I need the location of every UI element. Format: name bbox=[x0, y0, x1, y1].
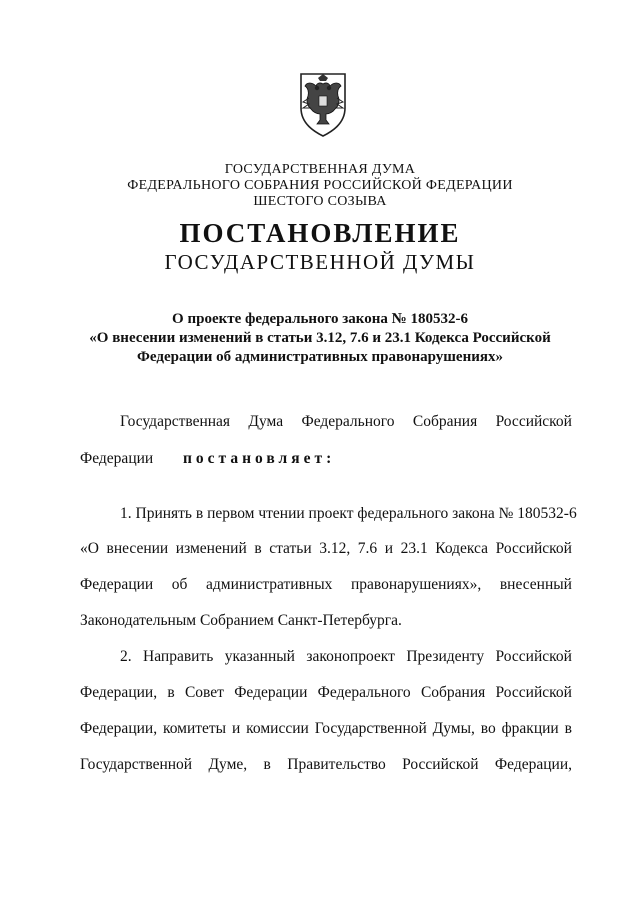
item1-line-3 bbox=[80, 576, 572, 594]
header-line-1: ГОСУДАРСТВЕННАЯ ДУМА bbox=[224, 162, 416, 177]
item2-word: Федерации, bbox=[80, 684, 158, 701]
preamble-line-1 bbox=[120, 413, 572, 431]
preamble-federation: Федерации bbox=[80, 450, 154, 467]
preamble-word: Федерального bbox=[301, 413, 395, 430]
item2-word: Государственной bbox=[314, 720, 427, 737]
item2-word: Собрания bbox=[420, 684, 486, 701]
coat-of-arms-icon bbox=[293, 68, 353, 138]
item2-word: Федерации, bbox=[80, 720, 158, 737]
item1-word: Федерации bbox=[80, 576, 154, 593]
item2-word: во bbox=[480, 720, 496, 737]
item2-word: Думы, bbox=[432, 720, 475, 737]
item2-word: Думе, bbox=[208, 756, 248, 773]
item1-line-4: Законодательным Собранием Санкт-Петербурга. bbox=[80, 612, 402, 629]
item2-word: Президенту bbox=[406, 648, 485, 665]
item2-word: комитеты bbox=[162, 720, 227, 737]
item1-line-2 bbox=[80, 540, 572, 558]
item2-line-1 bbox=[120, 648, 572, 666]
header-line-2: ФЕДЕРАЛЬНОГО СОБРАНИЯ РОССИЙСКОЙ ФЕДЕРАЦИИ bbox=[127, 178, 513, 193]
item1-word: внесенный bbox=[499, 576, 572, 593]
item2-line-4 bbox=[80, 756, 572, 774]
subject-line-2: «О внесении изменений в статьи 3.12, 7.6 и 23.1 Кодекса Российской bbox=[89, 330, 551, 346]
document-subtitle: ГОСУДАРСТВЕННОЙ ДУМЫ bbox=[164, 250, 476, 274]
subject-line-1: О проекте федерального закона № 180532-6 bbox=[172, 311, 468, 327]
item1-word: изменений bbox=[175, 540, 247, 557]
item1-word: административных bbox=[206, 576, 333, 593]
item2-word: Федерального bbox=[317, 684, 411, 701]
item1-word: об bbox=[171, 576, 188, 593]
item2-word: Российской bbox=[495, 648, 572, 665]
preamble-verb: постановляет: bbox=[182, 450, 336, 467]
preamble-word: Дума bbox=[248, 413, 284, 430]
item1-word: в bbox=[254, 540, 262, 557]
item2-word: Российской bbox=[495, 684, 572, 701]
item1-word: 23.1 bbox=[400, 540, 428, 557]
item2-word: Федерации bbox=[234, 684, 308, 701]
preamble-word: Собрания bbox=[412, 413, 478, 430]
item2-word: Правительство bbox=[287, 756, 386, 773]
item2-word: Направить bbox=[143, 648, 214, 665]
item1-word: «О bbox=[80, 540, 99, 557]
item2-word: Совет bbox=[184, 684, 224, 701]
item2-word: в bbox=[564, 720, 572, 737]
item1-word: Российской bbox=[495, 540, 572, 557]
document-title: ПОСТАНОВЛЕНИЕ bbox=[179, 218, 461, 248]
item1-word: Кодекса bbox=[435, 540, 489, 557]
item2-word: фракции bbox=[501, 720, 559, 737]
header-line-3: ШЕСТОГО СОЗЫВА bbox=[253, 194, 387, 209]
item1-word: 3.12, bbox=[319, 540, 351, 557]
item2-word: указанный bbox=[224, 648, 295, 665]
item2-word: в bbox=[263, 756, 271, 773]
item2-word: 2. bbox=[120, 648, 132, 665]
preamble-word: Российской bbox=[495, 413, 572, 430]
item1-word: правонарушениях», bbox=[350, 576, 482, 593]
item2-word: и bbox=[231, 720, 241, 737]
item1-word: внесении bbox=[106, 540, 169, 557]
item2-word: Федерации, bbox=[494, 756, 572, 773]
item2-line-3 bbox=[80, 720, 572, 738]
preamble-line-2 bbox=[80, 450, 335, 468]
item2-word: Государственной bbox=[80, 756, 193, 773]
subject-line-3: Федерации об административных правонарушениях» bbox=[137, 349, 503, 365]
item2-word: в bbox=[167, 684, 175, 701]
item1-word: статьи bbox=[269, 540, 312, 557]
item2-word: Российской bbox=[402, 756, 479, 773]
item1-word: 7.6 bbox=[357, 540, 378, 557]
item2-word: законопроект bbox=[306, 648, 395, 665]
item1-word: и bbox=[384, 540, 394, 557]
item1-line-1: 1. Принять в первом чтении проект федерального закона № 180532-6 bbox=[120, 505, 577, 522]
item2-line-2 bbox=[80, 684, 572, 702]
item2-word: комиссии bbox=[246, 720, 309, 737]
preamble-word: Государственная bbox=[120, 413, 231, 430]
